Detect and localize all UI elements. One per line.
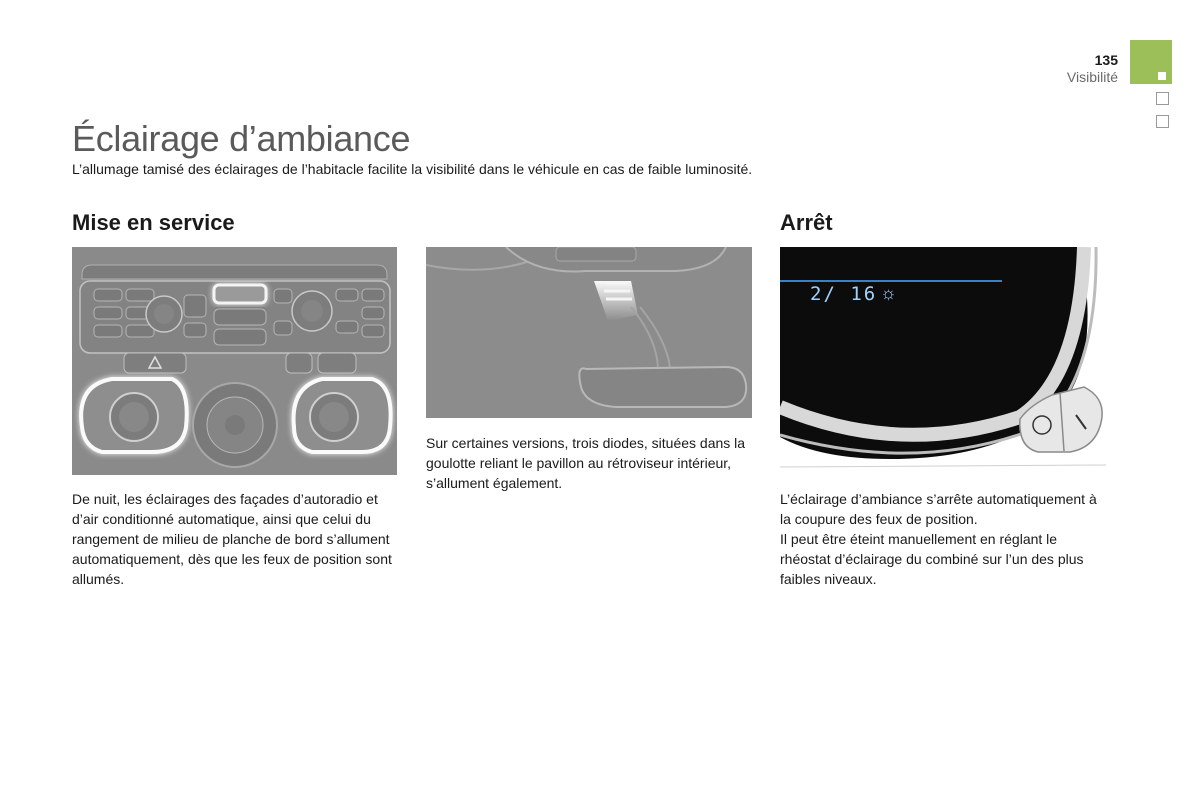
intro-text: L’allumage tamisé des éclairages de l’habitacle facilite la visibilité dans le véhicule en cas de faible luminosité. [72,161,753,177]
cluster-display-text: 2/ 16 [810,283,878,305]
ceiling-drawing [426,247,752,418]
page-title: Éclairage d’ambiance [72,118,411,159]
cluster-drawing [780,247,1106,475]
heading-arret: Arrêt [780,210,833,235]
section-name: Visibilité [1066,69,1118,85]
mise-en-service-text: De nuit, les éclairages des façades d’autoradio et d’air conditionné automatique, ainsi que celui du rangement de milieu de planche de bord s’allument automatiquement, dès que les feux de position sont allumés. [72,491,392,587]
ceiling-lights-illustration [426,247,752,418]
chapter-tab-box [1156,115,1169,128]
console-drawing [72,247,397,475]
arret-paragraph: Il peut être éteint manuellement en réglant le rhéostat d’éclairage du combiné sur l’un des plus faibles niveaux. [780,531,1084,587]
lighting-icon: ☼ [880,283,897,303]
diodes-text: Sur certaines versions, trois diodes, situées dans la goulotte reliant le pavillon au rétroviseur intérieur, s’allument également. [426,435,746,491]
heading-mise-en-service: Mise en service [72,210,235,235]
page-number: 135 [1094,52,1118,68]
arret-text [780,489,1100,589]
chapter-tab-dot [1158,72,1166,80]
console-illustration [72,247,397,475]
arret-paragraph: L’éclairage d’ambiance s’arrête automatiquement à la coupure des feux de position. [780,491,1097,527]
chapter-tab-box [1156,92,1169,105]
instrument-cluster-illustration [780,247,1106,475]
